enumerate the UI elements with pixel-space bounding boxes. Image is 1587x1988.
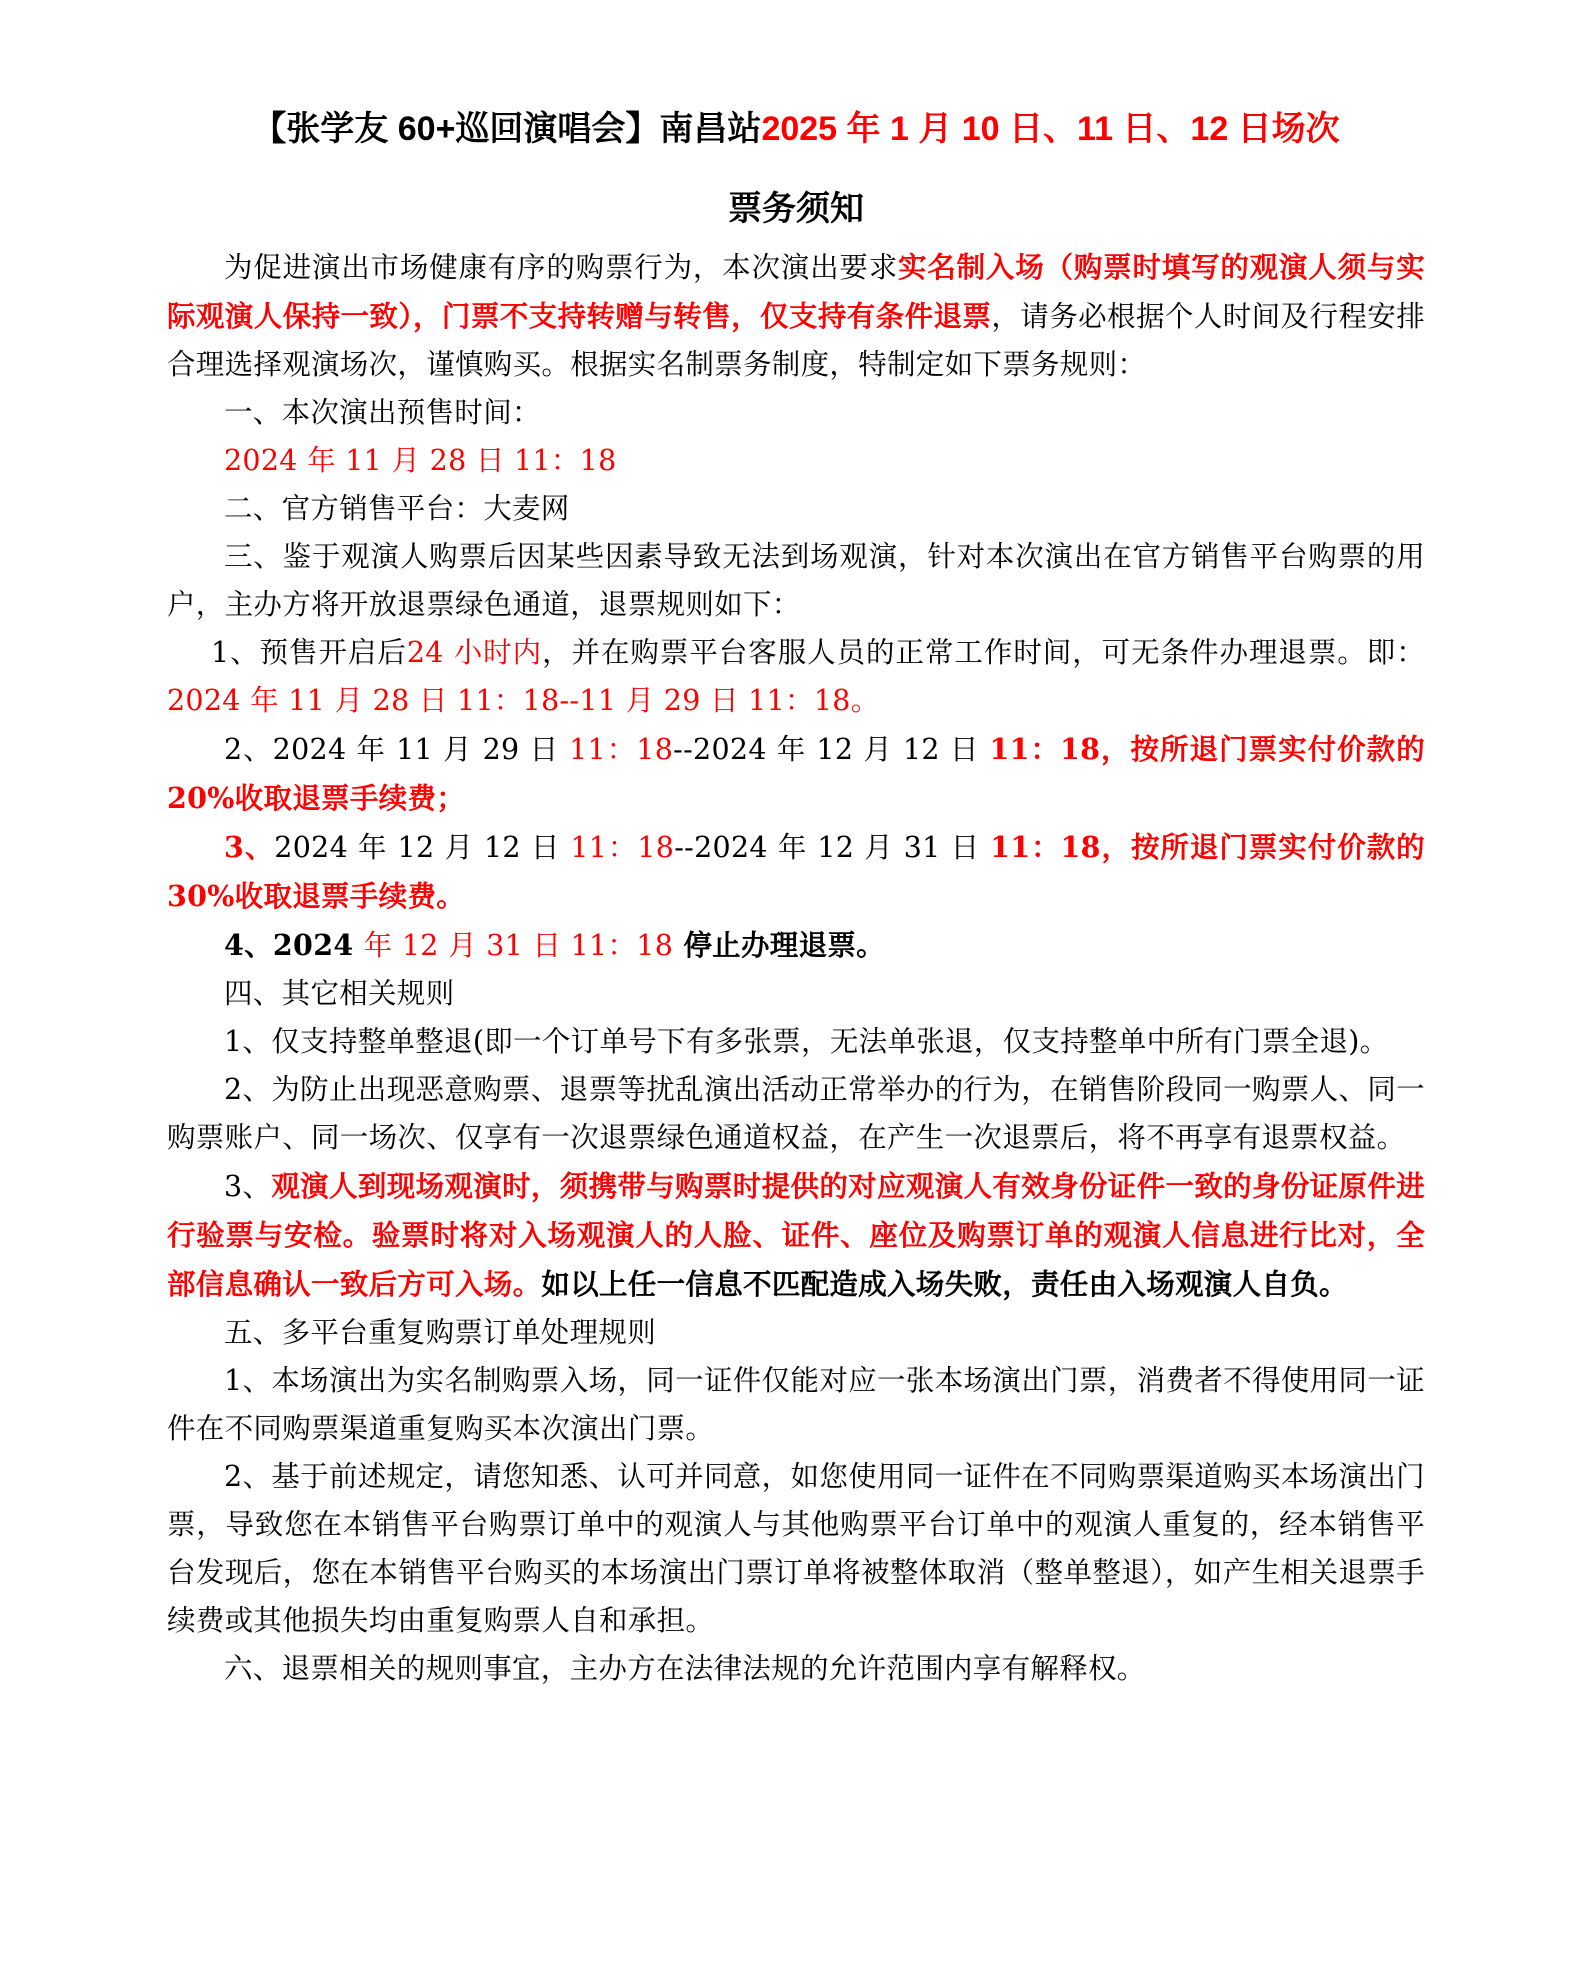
refund-rule-2-b: 11：18 bbox=[569, 733, 674, 766]
document-subtitle: 票务须知 bbox=[728, 190, 864, 228]
intro-text-a: 为促进演出市场健康有序的购票行为，本次演出要求 bbox=[224, 251, 899, 284]
refund-rule-4-c: 停止办理退票。 bbox=[673, 928, 885, 962]
refund-rule-1-period: 2024 年 11 月 28 日 11：18--11 月 29 日 11：18。 bbox=[167, 684, 880, 717]
refund-rule-3 bbox=[167, 823, 1425, 921]
refund-rule-2-c: --2024 年 12 月 12 日 bbox=[673, 733, 990, 766]
other-rule-3-highlight: 观演人到现场观演时，须携带与购票时提供的对应观演人有效身份证件一致的身份证原件进行验票与安检。验票时将对入场观演人的人脸、证件、座位及购票订单的观演人信息进行比对，全部信息确认一致后方可入场。 bbox=[167, 1169, 1425, 1301]
section-6-text: 六、退票相关的规则事宜，主办方在法律法规的允许范围内享有解释权。 bbox=[224, 1652, 1146, 1685]
refund-rule-1-a: 1、预售开启后 bbox=[211, 636, 407, 669]
presale-time: 2024 年 11 月 28 日 11：18 bbox=[224, 444, 617, 477]
section-1-heading: 一、本次演出预售时间： bbox=[224, 396, 541, 429]
section-2-heading: 二、官方销售平台：大麦网 bbox=[224, 492, 570, 525]
refund-rule-4 bbox=[167, 921, 1425, 970]
other-rule-3-a: 3、 bbox=[224, 1170, 272, 1203]
refund-rule-2-a: 2、2024 年 11 月 29 日 bbox=[224, 733, 570, 766]
refund-rule-1-window: 24 小时内 bbox=[406, 636, 543, 669]
section-4-heading: 四、其它相关规则 bbox=[224, 977, 455, 1010]
refund-rule-1-c: ，并在购票平台客服人员的正常工作时间，可无条件办理退票。即： bbox=[542, 636, 1426, 669]
other-rule-1: 1、仅支持整单整退(即一个订单号下有多张票，无法单张退，仅支持整单中所有门票全退)。 bbox=[224, 1025, 1389, 1058]
intro-paragraph bbox=[167, 243, 1425, 389]
title-dates: 2025 年 1 月 10 日、11 日、12 日场次 bbox=[761, 110, 1340, 148]
intro-text-highlight: 实名制入场（购票时填写的观演人须与实际观演人保持一致），门票不支持转赠与转售，仅支持有条件退票 bbox=[167, 250, 1425, 333]
duplicate-rule-2: 2、基于前述规定，请您知悉、认可并同意，如您使用同一证件在不同购票渠道购买本场演出门票，导致您在本销售平台购票订单中的观演人与其他购票平台订单中的观演人重复的，经本销售平台发现后，您在本销售平台购买的本场演出门票订单将被整体取消（整单整退），如产生相关退票手续费或其他损失均由重复购票人自和承担。 bbox=[167, 1460, 1425, 1637]
refund-rule-2-fee: 11：18，按所退门票实付价款的 20%收取退票手续费； bbox=[167, 732, 1425, 815]
other-rule-2: 2、为防止出现恶意购票、退票等扰乱演出活动正常举办的行为，在销售阶段同一购票人、同一购票账户、同一场次、仅享有一次退票绿色通道权益，在产生一次退票后，将不再享有退票权益。 bbox=[167, 1073, 1425, 1154]
other-rule-3-c: 如以上任一信息不匹配造成入场失败，责任由入场观演人自负。 bbox=[541, 1267, 1348, 1301]
section-3-heading: 三、鉴于观演人购票后因某些因素导致无法到场观演，针对本次演出在官方销售平台购票的用户，主办方将开放退票绿色通道，退票规则如下： bbox=[167, 540, 1425, 621]
refund-rule-3-fee: 11：18，按所退门票实付价款的 30%收取退票手续费。 bbox=[167, 830, 1425, 913]
ticket-notice-document bbox=[167, 95, 1425, 1693]
other-rule-3 bbox=[167, 1162, 1425, 1309]
refund-rule-2 bbox=[167, 725, 1425, 823]
refund-rule-3-a: 3、 bbox=[224, 830, 275, 864]
refund-rule-3-b: 2024 年 12 月 12 日 bbox=[274, 831, 571, 864]
refund-rule-1 bbox=[167, 629, 1425, 725]
document-title bbox=[167, 109, 1425, 149]
refund-rule-4-a: 4、2024 bbox=[224, 928, 364, 962]
section-5-heading: 五、多平台重复购票订单处理规则 bbox=[224, 1316, 657, 1349]
duplicate-rule-1: 1、本场演出为实名制购票入场，同一证件仅能对应一张本场演出门票，消费者不得使用同一证件在不同购票渠道重复购买本次演出门票。 bbox=[167, 1364, 1425, 1445]
intro-text-c: ，请务必根据个人时间及行程安排合理选择观演场次，谨慎购买。根据实名制票务制度，特制定如下票务规则： bbox=[167, 300, 1425, 381]
refund-rule-4-date: 年 12 月 31 日 11：18 bbox=[363, 929, 674, 962]
refund-rule-3-d: --2024 年 12 月 31 日 bbox=[674, 831, 991, 864]
refund-rule-3-c: 11：18 bbox=[570, 831, 675, 864]
title-event-name: 【张学友 60+巡回演唱会】南昌站 bbox=[252, 110, 762, 148]
